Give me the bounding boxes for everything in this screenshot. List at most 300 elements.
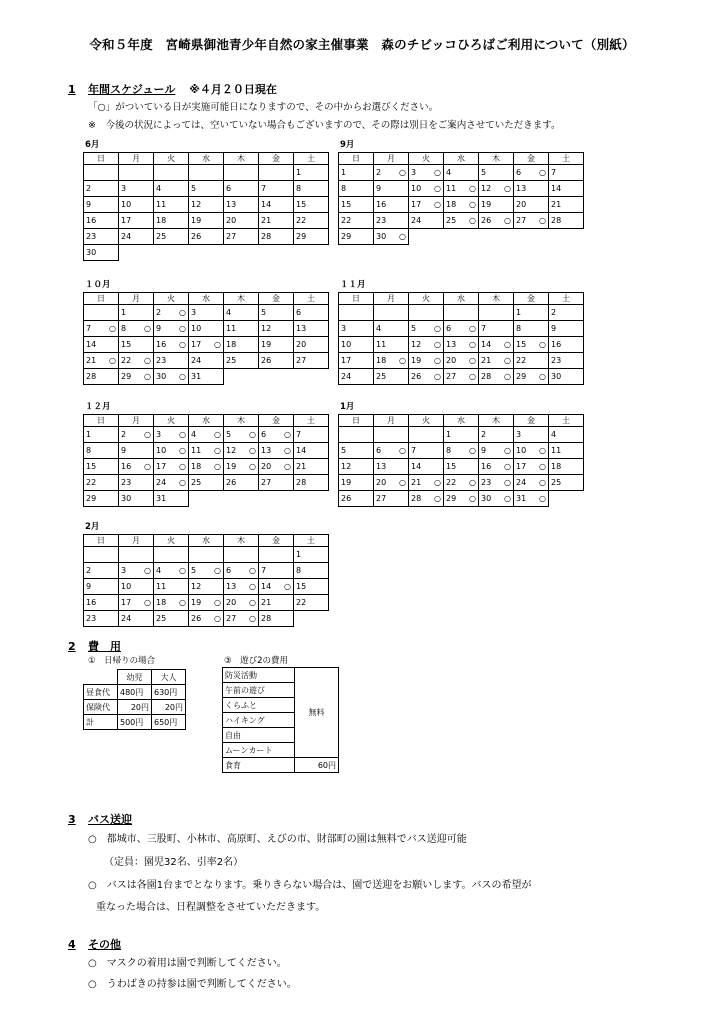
calendar-day-cell — [444, 353, 479, 369]
calendar-day-cell — [259, 475, 294, 491]
day-number: 3 — [191, 307, 197, 317]
day-number: 12 — [226, 445, 237, 455]
day-number: 3 — [516, 429, 522, 439]
day-number: 11 — [376, 339, 387, 349]
calendar-day-cell — [224, 181, 259, 197]
available-mark: ○ — [144, 429, 151, 439]
calendar-day-cell — [84, 369, 119, 385]
day-number: 19 — [341, 477, 352, 487]
available-mark: ○ — [249, 429, 256, 439]
day-number: 25 — [226, 355, 237, 365]
calendar-day-cell — [84, 321, 119, 337]
calendar-day-cell — [444, 491, 479, 507]
available-mark: ○ — [249, 597, 256, 607]
calendar-day-cell — [224, 213, 259, 229]
calendar-day-cell — [549, 305, 584, 321]
bus-line-3: ○ バスは各園1台までとなります。乗りきらない場合は、園で送迎をお願いします。バスの希望が — [88, 880, 532, 891]
calendar-day-cell — [479, 197, 514, 213]
available-mark: ○ — [434, 199, 441, 209]
calendar-day-cell — [374, 369, 409, 385]
calendar-day-cell — [374, 321, 409, 337]
available-mark: ○ — [539, 215, 546, 225]
calendar-day-cell — [444, 321, 479, 337]
available-mark: ○ — [179, 429, 186, 439]
calendar-day-cell — [549, 197, 584, 213]
day-number: 14 — [481, 339, 492, 349]
calendar-day-cell — [294, 213, 329, 229]
day-number: 14 — [86, 339, 97, 349]
calendar-day-cell — [444, 427, 479, 443]
day-number: 8 — [296, 565, 302, 575]
day-number: 11 — [226, 323, 237, 333]
calendar-day-cell — [224, 595, 259, 611]
calendar-day-cell — [549, 427, 584, 443]
available-mark: ○ — [179, 565, 186, 575]
available-mark: ○ — [434, 323, 441, 333]
available-mark: ○ — [434, 477, 441, 487]
calendar-day-cell — [444, 165, 479, 181]
day-number: 19 — [481, 199, 492, 209]
day-number: 10 — [191, 323, 202, 333]
available-mark: ○ — [179, 445, 186, 455]
calendar-month-label: 9月 — [340, 140, 355, 150]
calendar-empty-cell — [259, 491, 294, 507]
calendar-day-cell — [294, 459, 329, 475]
available-mark: ○ — [504, 355, 511, 365]
section-1-label: 年間スケジュール — [88, 83, 176, 96]
calendar-day-cell — [479, 337, 514, 353]
calendar-day-cell — [259, 229, 294, 245]
other-line-2: ○ うわばきの持参は園で判断してください。 — [88, 979, 297, 990]
day-number: 26 — [411, 371, 422, 381]
calendar-week-row — [339, 321, 584, 337]
calendar-day-cell — [514, 165, 549, 181]
calendar-month-label: １０月 — [85, 280, 111, 290]
day-number: 1 — [121, 307, 127, 317]
calendar-day-cell — [549, 181, 584, 197]
calendar-weekday-row — [339, 415, 584, 427]
day-number: 29 — [516, 371, 527, 381]
calendar-day-cell — [84, 181, 119, 197]
calendar-empty-cell — [294, 491, 329, 507]
weekday-header: 水 — [444, 415, 479, 427]
day-number: 2 — [86, 565, 92, 575]
day-number: 8 — [516, 323, 522, 333]
calendar-empty-cell — [259, 369, 294, 385]
weekday-header: 水 — [189, 415, 224, 427]
calendar-day-cell — [294, 475, 329, 491]
day-number: 24 — [121, 613, 132, 623]
available-mark: ○ — [434, 355, 441, 365]
calendar-day-cell — [189, 443, 224, 459]
day-number: 5 — [411, 323, 417, 333]
calendar-blank-cell — [189, 165, 224, 181]
day-number: 2 — [551, 307, 557, 317]
calendar-day-cell — [119, 611, 154, 627]
day-number: 12 — [481, 183, 492, 193]
available-mark: ○ — [504, 461, 511, 471]
day-number: 5 — [341, 445, 347, 455]
page-title: 令和５年度 宮崎県御池青少年自然の家主催事業 森のチビッコひろばご利用について（別紙） — [89, 37, 635, 52]
calendar-day-cell — [479, 491, 514, 507]
calendar-table — [83, 292, 329, 385]
weekday-header: 月 — [119, 415, 154, 427]
calendar-day-cell — [339, 475, 374, 491]
day-number: 14 — [551, 183, 562, 193]
calendar-empty-cell — [119, 245, 154, 261]
calendar-week-row — [84, 321, 329, 337]
weekday-header: 日 — [84, 415, 119, 427]
day-number: 14 — [261, 581, 272, 591]
day-number: 20 — [261, 461, 272, 471]
calendar-day-cell — [409, 475, 444, 491]
calendar-day-cell — [84, 353, 119, 369]
calendar-day-cell — [409, 213, 444, 229]
calendar-weekday-row — [339, 293, 584, 305]
fee-child-value: 20円 — [118, 700, 152, 715]
calendar-day-cell — [154, 197, 189, 213]
day-number: 22 — [446, 477, 457, 487]
calendar-week-row — [339, 197, 584, 213]
day-number: 10 — [341, 339, 352, 349]
calendar-day-cell — [294, 197, 329, 213]
calendar-week-row — [84, 337, 329, 353]
day-number: 7 — [261, 565, 267, 575]
section-2-label: 費 用 — [88, 640, 121, 653]
calendar-blank-cell — [339, 427, 374, 443]
play2-label: ③ 遊び2の費用 — [224, 656, 289, 666]
day-number: 17 — [516, 461, 527, 471]
day-number: 15 — [341, 199, 352, 209]
calendar-day-cell — [224, 459, 259, 475]
weekday-header: 日 — [339, 293, 374, 305]
calendar-week-row — [84, 245, 329, 261]
calendar-day-cell — [224, 563, 259, 579]
day-number: 11 — [446, 183, 457, 193]
calendar-day-cell — [479, 213, 514, 229]
day-number: 6 — [226, 183, 232, 193]
weekday-header: 火 — [154, 153, 189, 165]
available-mark: ○ — [469, 323, 476, 333]
calendar-week-row — [84, 491, 329, 507]
day-number: 5 — [191, 183, 197, 193]
day-number: 27 — [226, 231, 237, 241]
calendar-day-cell — [339, 369, 374, 385]
calendar-day-cell — [119, 443, 154, 459]
day-number: 4 — [551, 429, 557, 439]
calendar-day-cell — [444, 213, 479, 229]
weekday-header: 日 — [84, 293, 119, 305]
day-number: 26 — [481, 215, 492, 225]
available-mark: ○ — [504, 477, 511, 487]
play2-item: ハイキング — [223, 713, 295, 728]
weekday-header: 火 — [409, 153, 444, 165]
day-number: 28 — [261, 231, 272, 241]
fee-header-row — [84, 670, 186, 685]
calendar-week-row — [84, 213, 329, 229]
calendar-table — [83, 152, 329, 261]
fee-adult-value: 20円 — [152, 700, 186, 715]
day-number: 16 — [376, 199, 387, 209]
available-mark: ○ — [469, 215, 476, 225]
available-mark: ○ — [179, 339, 186, 349]
day-number: 10 — [156, 445, 167, 455]
available-mark: ○ — [214, 339, 221, 349]
calendar-day-cell — [514, 305, 549, 321]
day-number: 23 — [121, 477, 132, 487]
calendar-month-label: １１月 — [340, 280, 366, 290]
play2-food-label: 食育 — [223, 758, 295, 773]
calendar-week-row — [84, 369, 329, 385]
available-mark: ○ — [539, 339, 546, 349]
calendar-day-cell — [259, 353, 294, 369]
calendar-day-cell — [294, 579, 329, 595]
calendar-day-cell — [119, 459, 154, 475]
day-number: 5 — [191, 565, 197, 575]
calendar-day-cell — [84, 491, 119, 507]
day-number: 24 — [156, 477, 167, 487]
available-mark: ○ — [399, 231, 406, 241]
calendar-blank-cell — [84, 305, 119, 321]
fee-adult-value: 650円 — [152, 715, 186, 730]
available-mark: ○ — [109, 323, 116, 333]
calendar-day-cell — [549, 353, 584, 369]
day-number: 16 — [551, 339, 562, 349]
calendar-day-cell — [514, 427, 549, 443]
weekday-header: 日 — [84, 535, 119, 547]
calendar-day-cell — [409, 443, 444, 459]
fee-row-label: 計 — [84, 715, 118, 730]
available-mark: ○ — [284, 461, 291, 471]
available-mark: ○ — [214, 445, 221, 455]
day-number: 2 — [121, 429, 127, 439]
fee-adult-value: 630円 — [152, 685, 186, 700]
day-number: 24 — [411, 215, 422, 225]
day-number: 7 — [261, 183, 267, 193]
available-mark: ○ — [284, 581, 291, 591]
day-number: 9 — [121, 445, 127, 455]
calendar-weekday-row — [339, 153, 584, 165]
calendar-empty-cell — [479, 229, 514, 245]
calendar-day-cell — [154, 321, 189, 337]
calendar-day-cell — [189, 353, 224, 369]
day-number: 30 — [481, 493, 492, 503]
weekday-header: 火 — [409, 415, 444, 427]
available-mark: ○ — [144, 323, 151, 333]
day-number: 9 — [86, 581, 92, 591]
calendar-day-cell — [259, 337, 294, 353]
calendar-week-row — [339, 337, 584, 353]
day-number: 13 — [296, 323, 307, 333]
day-number: 28 — [296, 477, 307, 487]
calendar-week-row — [84, 181, 329, 197]
calendar-month-label: 2月 — [85, 522, 100, 532]
day-number: 16 — [86, 215, 97, 225]
calendar-day-cell — [119, 491, 154, 507]
available-mark: ○ — [434, 493, 441, 503]
calendar-day-cell — [154, 611, 189, 627]
day-number: 21 — [481, 355, 492, 365]
calendar-week-row — [84, 229, 329, 245]
available-mark: ○ — [179, 371, 186, 381]
day-number: 5 — [261, 307, 267, 317]
day-number: 15 — [516, 339, 527, 349]
available-mark: ○ — [249, 581, 256, 591]
calendar-week-row — [84, 547, 329, 563]
day-number: 15 — [121, 339, 132, 349]
day-number: 10 — [411, 183, 422, 193]
calendar-empty-cell — [549, 229, 584, 245]
calendar-day-cell — [154, 459, 189, 475]
weekday-header: 月 — [374, 153, 409, 165]
day-number: 22 — [516, 355, 527, 365]
weekday-header: 月 — [119, 293, 154, 305]
calendar-week-row — [84, 353, 329, 369]
calendar-day-cell — [119, 475, 154, 491]
day-number: 26 — [261, 355, 272, 365]
day-number: 25 — [551, 477, 562, 487]
calendar-blank-cell — [374, 305, 409, 321]
calendar-day-cell — [479, 321, 514, 337]
weekday-header: 火 — [154, 293, 189, 305]
day-number: 13 — [376, 461, 387, 471]
day-number: 3 — [341, 323, 347, 333]
day-number: 20 — [296, 339, 307, 349]
calendar-week-row — [84, 427, 329, 443]
day-number: 12 — [411, 339, 422, 349]
day-number: 12 — [191, 581, 202, 591]
day-number: 30 — [86, 247, 97, 257]
weekday-header: 日 — [339, 415, 374, 427]
day-number: 10 — [121, 581, 132, 591]
weekday-header: 土 — [294, 293, 329, 305]
calendar-empty-cell — [154, 245, 189, 261]
weekday-header: 水 — [444, 153, 479, 165]
calendar-day-cell — [119, 197, 154, 213]
available-mark: ○ — [144, 371, 151, 381]
calendar-day-cell — [514, 337, 549, 353]
calendar-blank-cell — [479, 305, 514, 321]
calendar-blank-cell — [224, 547, 259, 563]
day-number: 15 — [446, 461, 457, 471]
available-mark: ○ — [539, 371, 546, 381]
calendar-day-cell — [224, 579, 259, 595]
play2-food-row — [223, 758, 339, 773]
available-mark: ○ — [249, 613, 256, 623]
calendar-day-cell — [189, 563, 224, 579]
calendar-day-cell — [339, 181, 374, 197]
calendar-week-row — [339, 353, 584, 369]
day-number: 18 — [191, 461, 202, 471]
day-number: 20 — [376, 477, 387, 487]
calendar-day-cell — [374, 353, 409, 369]
day-number: 18 — [226, 339, 237, 349]
play2-item: 自由 — [223, 728, 295, 743]
calendar-day-cell — [549, 321, 584, 337]
calendar-blank-cell — [409, 305, 444, 321]
day-number: 17 — [121, 597, 132, 607]
calendar-week-row — [339, 213, 584, 229]
day-number: 7 — [296, 429, 302, 439]
calendar-month-label: 6月 — [85, 140, 100, 150]
calendar-day-cell — [549, 165, 584, 181]
calendar-empty-cell — [514, 229, 549, 245]
calendar-week-row — [339, 229, 584, 245]
calendar-day-cell — [339, 491, 374, 507]
calendar-week-row — [84, 563, 329, 579]
available-mark: ○ — [504, 339, 511, 349]
day-number: 29 — [86, 493, 97, 503]
day-number: 27 — [226, 613, 237, 623]
day-number: 31 — [156, 493, 167, 503]
day-number: 12 — [191, 199, 202, 209]
section-1-heading — [68, 81, 277, 97]
weekday-header: 木 — [224, 293, 259, 305]
available-mark: ○ — [469, 477, 476, 487]
calendar-day-cell — [84, 475, 119, 491]
weekday-header: 水 — [189, 293, 224, 305]
day-number: 20 — [226, 597, 237, 607]
day-number: 13 — [226, 581, 237, 591]
calendar-day-cell — [409, 491, 444, 507]
calendar-day-cell — [479, 181, 514, 197]
calendar-weekday-row — [84, 293, 329, 305]
day-number: 2 — [86, 183, 92, 193]
day-number: 21 — [411, 477, 422, 487]
day-number: 18 — [446, 199, 457, 209]
fee-row-total — [84, 715, 186, 730]
section-4-number: 4 — [68, 938, 76, 951]
day-number: 9 — [86, 199, 92, 209]
day-number: 3 — [121, 183, 127, 193]
calendar-blank-cell — [119, 547, 154, 563]
calendar-day-cell — [154, 427, 189, 443]
day-number: 7 — [411, 445, 417, 455]
calendar-day-cell — [119, 337, 154, 353]
calendar-empty-cell — [294, 245, 329, 261]
day-number: 8 — [86, 445, 92, 455]
weekday-header: 火 — [409, 293, 444, 305]
calendar-table — [83, 534, 329, 627]
day-number: 27 — [296, 355, 307, 365]
day-number: 3 — [121, 565, 127, 575]
calendar-day-cell — [339, 165, 374, 181]
calendar-day-cell — [444, 197, 479, 213]
calendar-day-cell — [549, 337, 584, 353]
fee-row-lunch — [84, 685, 186, 700]
available-mark: ○ — [179, 323, 186, 333]
section-2-heading — [68, 638, 121, 654]
day-number: 7 — [551, 167, 557, 177]
calendar-day-cell — [259, 595, 294, 611]
calendar-day-cell — [549, 475, 584, 491]
calendar-day-cell — [259, 181, 294, 197]
calendar-blank-cell — [374, 427, 409, 443]
day-number: 11 — [191, 445, 202, 455]
day-number: 25 — [376, 371, 387, 381]
calendar-day-cell — [409, 459, 444, 475]
calendar-day-cell — [259, 579, 294, 595]
day-number: 19 — [226, 461, 237, 471]
calendar-week-row — [339, 443, 584, 459]
calendar-day-cell — [444, 475, 479, 491]
calendar-day-cell — [444, 459, 479, 475]
day-number: 20 — [516, 199, 527, 209]
calendar-week-row — [84, 443, 329, 459]
weekday-header: 月 — [374, 415, 409, 427]
calendar-empty-cell — [549, 491, 584, 507]
calendar-day-cell — [189, 459, 224, 475]
